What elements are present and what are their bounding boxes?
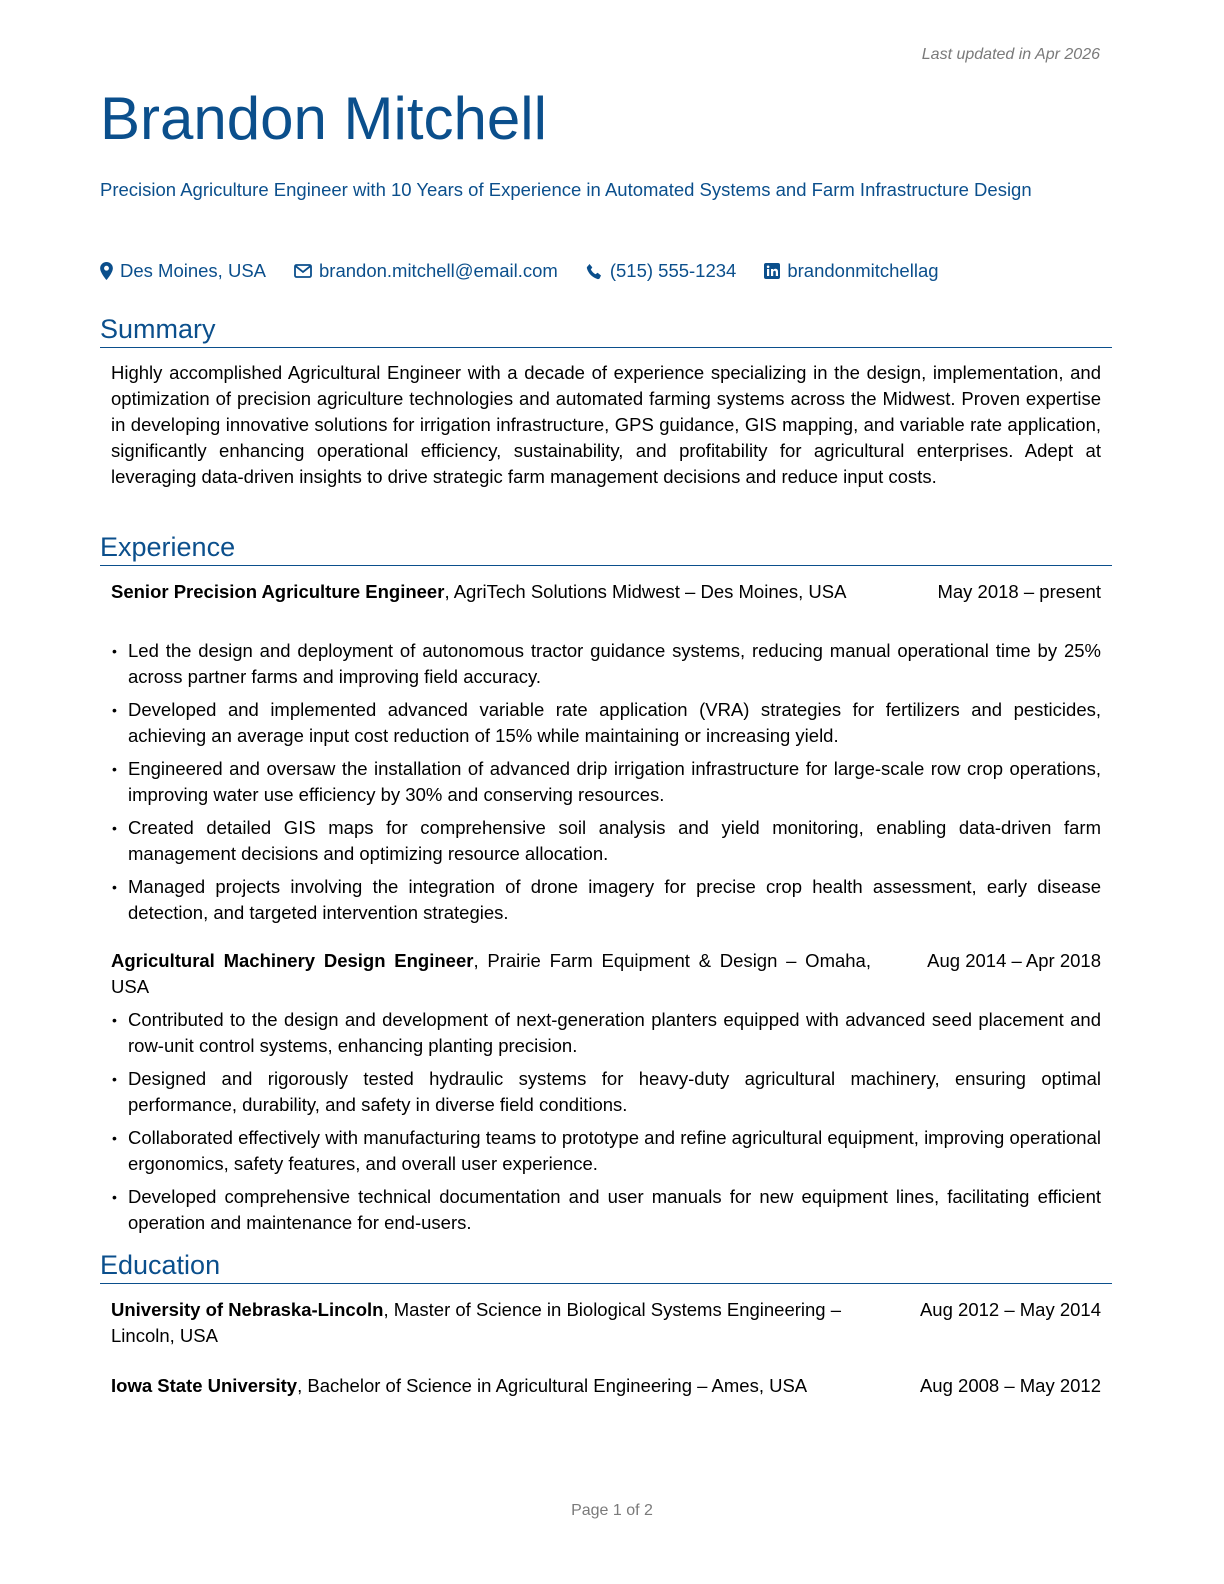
phone-icon — [586, 263, 603, 280]
degree-text: , Bachelor of Science in Agricultural Engineering – Ames, USA — [297, 1375, 808, 1396]
last-updated: Last updated in Apr 2026 — [921, 46, 1100, 63]
job-bullets-2 — [111, 1007, 1101, 1243]
list-item: • Created detailed GIS maps for comprehensive soil analysis and yield monitoring, enabling data-driven farm management decisions and optimizing resource allocation. — [112, 817, 1101, 864]
list-item: • Designed and rigorously tested hydraulic systems for heavy-duty agricultural machinery, ensuring optimal performance, durability, and safety in diverse field conditions. — [112, 1068, 1101, 1115]
degree-text: , Master of Science in Biological Systems Engineering – Lincoln, USA — [111, 1299, 842, 1346]
list-item: • Developed comprehensive technical documentation and user manuals for new equipment lines, facilitating efficient operation and maintenance for end-users. — [112, 1186, 1101, 1233]
map-pin-icon — [100, 262, 113, 280]
education-dates: Aug 2012 – May 2014 — [919, 1299, 1101, 1320]
email-link[interactable]: brandon.mitchell@email.com — [319, 260, 558, 281]
location-text: Des Moines, USA — [120, 260, 266, 281]
list-item: • Developed and implemented advanced variable rate application (VRA) strategies for fertilizers and pesticides, achieving an average input cost reduction of 15% while maintaining or increasing yield. — [112, 699, 1101, 746]
list-item: • Engineered and oversaw the installation of advanced drip irrigation infrastructure for large-scale row crop operations, improving water use efficiency by 30% and conserving resources. — [112, 758, 1101, 805]
job-bullets-1 — [111, 638, 1101, 933]
candidate-name: Brandon Mitchell — [100, 85, 547, 152]
education-dates: Aug 2008 – May 2012 — [919, 1375, 1101, 1396]
list-item: • Managed projects involving the integration of drone imagery for precise crop health assessment, early disease detection, and targeted intervention strategies. — [112, 876, 1101, 923]
phone-link[interactable]: (515) 555-1234 — [609, 260, 737, 281]
section-title-summary: Summary — [100, 312, 1112, 348]
contact-location — [100, 260, 266, 282]
school-name: Iowa State University — [111, 1375, 298, 1396]
job-company: , AgriTech Solutions Midwest – Des Moines, USA — [444, 581, 847, 602]
contact-linkedin[interactable] — [764, 260, 938, 282]
contact-email[interactable] — [294, 260, 558, 282]
job-role: Agricultural Machinery Design Engineer — [111, 950, 474, 971]
list-item: • Collaborated effectively with manufacturing teams to prototype and refine agricultural equipment, improving operational ergonomics, safety features, and overall user experience. — [112, 1127, 1101, 1174]
contact-phone[interactable] — [586, 260, 737, 282]
job-role: Senior Precision Agriculture Engineer — [111, 581, 445, 602]
job-dates: May 2018 – present — [937, 581, 1101, 602]
list-item: • Led the design and deployment of autonomous tractor guidance systems, reducing manual operational time by 25% across partner farms and improving field accuracy. — [112, 640, 1101, 687]
education-item-2 — [111, 1373, 1101, 1399]
list-item: • Contributed to the design and development of next-generation planters equipped with advanced seed placement and row-unit control systems, enhancing planting precision. — [112, 1009, 1101, 1056]
contact-bar — [100, 260, 939, 282]
section-title-education: Education — [100, 1248, 1112, 1284]
linkedin-icon — [764, 263, 780, 279]
summary-text: Highly accomplished Agricultural Engineer with a decade of experience specializing in the design, implementation, and optimization of precision agriculture technologies and automated farming systems across the Midwest. Proven expertise in developing innovative solutions for irrigation infrastructure, GPS guidance, GIS mapping, and variable rate application, significantly enhancing operational efficiency, sustainability, and profitability for agricultural enterprises. Adept at leveraging data-driven insights to drive strategic farm management decisions and reduce input costs. — [111, 362, 1101, 487]
education-item-1 — [111, 1297, 1101, 1349]
school-name: University of Nebraska-Lincoln — [111, 1299, 384, 1320]
page-number: Page 1 of 2 — [571, 1502, 653, 1519]
linkedin-link[interactable]: brandonmitchellag — [787, 260, 939, 281]
job-dates: Aug 2014 – Apr 2018 — [927, 950, 1101, 971]
job-company: , Prairie Farm Equipment & Design – Omaha, USA — [111, 950, 871, 997]
headline: Precision Agriculture Engineer with 10 Years of Experience in Automated Systems and Farm Infrastructure Design — [100, 179, 1032, 200]
job-header-2 — [111, 948, 1101, 1000]
envelope-icon — [294, 264, 312, 278]
section-title-experience: Experience — [100, 530, 1112, 566]
job-header-1 — [111, 579, 1101, 605]
